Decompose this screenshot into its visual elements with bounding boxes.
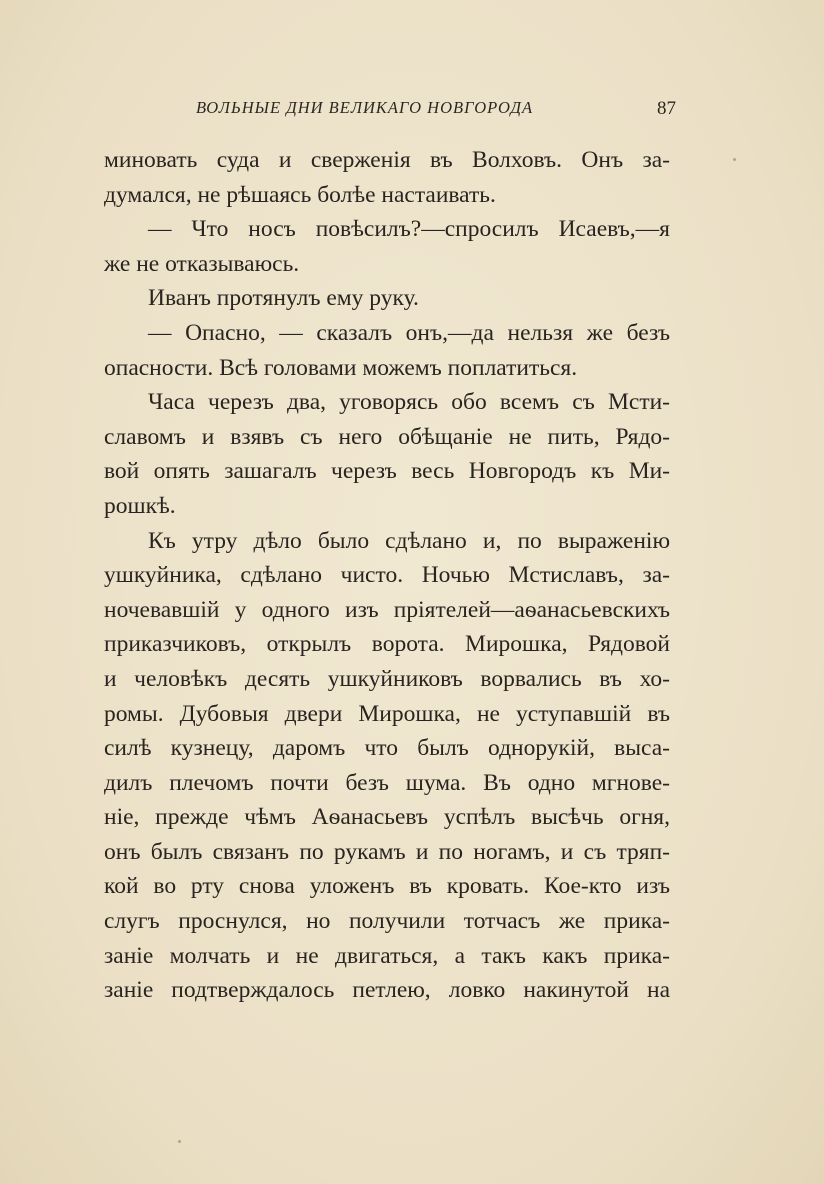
text-line: кой во рту снова уложенъ въ кровать. Кое-кто изъ (104, 873, 670, 900)
text-line: дилъ плечомъ почти безъ шума. Въ одно мгнове- (104, 769, 670, 796)
text-line: думался, не рѣшаясь болѣе настаивать. (104, 181, 496, 208)
text-line: славомъ и взявъ съ него обѣщаніе не пить, Рядо- (104, 423, 670, 450)
text-line: Часа черезъ два, уговорясь обо всемъ съ Мсти- (148, 389, 670, 416)
paper-speck (178, 1140, 181, 1143)
page-header (196, 98, 676, 128)
text-line: и человѣкъ десять ушкуйниковъ ворвались въ хо- (104, 665, 670, 692)
text-line: слугъ проснулся, но получили тотчасъ же прика- (104, 908, 670, 935)
text-line: ушкуйника, сдѣлано чисто. Ночью Мстиславъ, за- (104, 562, 670, 589)
text-line: миновать суда и сверженія въ Волховъ. Онъ за- (104, 147, 670, 173)
text-line: заніе молчать и не двигаться, а такъ какъ прика- (104, 942, 670, 969)
text-line: же не отказываюсь. (104, 250, 300, 277)
body-text (104, 143, 670, 1008)
text-line: силѣ кузнецу, даромъ что былъ однорукій, выса- (104, 735, 670, 762)
text-line: ночевавшій у одного изъ пріятелей—аѳанасьевскихъ (104, 596, 670, 623)
running-head: ВОЛЬНЫЕ ДНИ ВЕЛИКАГО НОВГОРОДА (196, 98, 534, 117)
text-line: приказчиковъ, открылъ ворота. Мирошка, Рядовой (104, 631, 670, 658)
text-line: вой опять зашагалъ черезъ весь Новгородъ къ Ми- (104, 458, 670, 485)
text-line: Иванъ протянулъ ему руку. (148, 285, 419, 312)
paper-speck (733, 158, 736, 161)
text-line: заніе подтверждалось петлею, ловко накинутой на (104, 977, 670, 1004)
text-line: ромы. Дубовыя двери Мирошка, не уступавшій въ (104, 700, 670, 727)
page-number: 87 (657, 98, 676, 119)
text-line: — Опасно, — сказалъ онъ,—да нельзя же безъ (148, 319, 670, 346)
text-line: опасности. Всѣ головами можемъ поплатиться. (104, 354, 578, 381)
text-line: рошкѣ. (104, 492, 176, 519)
text-line: Къ утру дѣло было сдѣлано и, по выраженію (148, 527, 670, 554)
text-line: — Что носъ повѣсилъ?—спросилъ Исаевъ,—я (148, 216, 670, 243)
text-line: ніе, прежде чѣмъ Аѳанасьевъ успѣлъ высѣчь огня, (104, 804, 670, 831)
text-line: онъ былъ связанъ по рукамъ и по ногамъ, и съ тряп- (104, 838, 670, 865)
